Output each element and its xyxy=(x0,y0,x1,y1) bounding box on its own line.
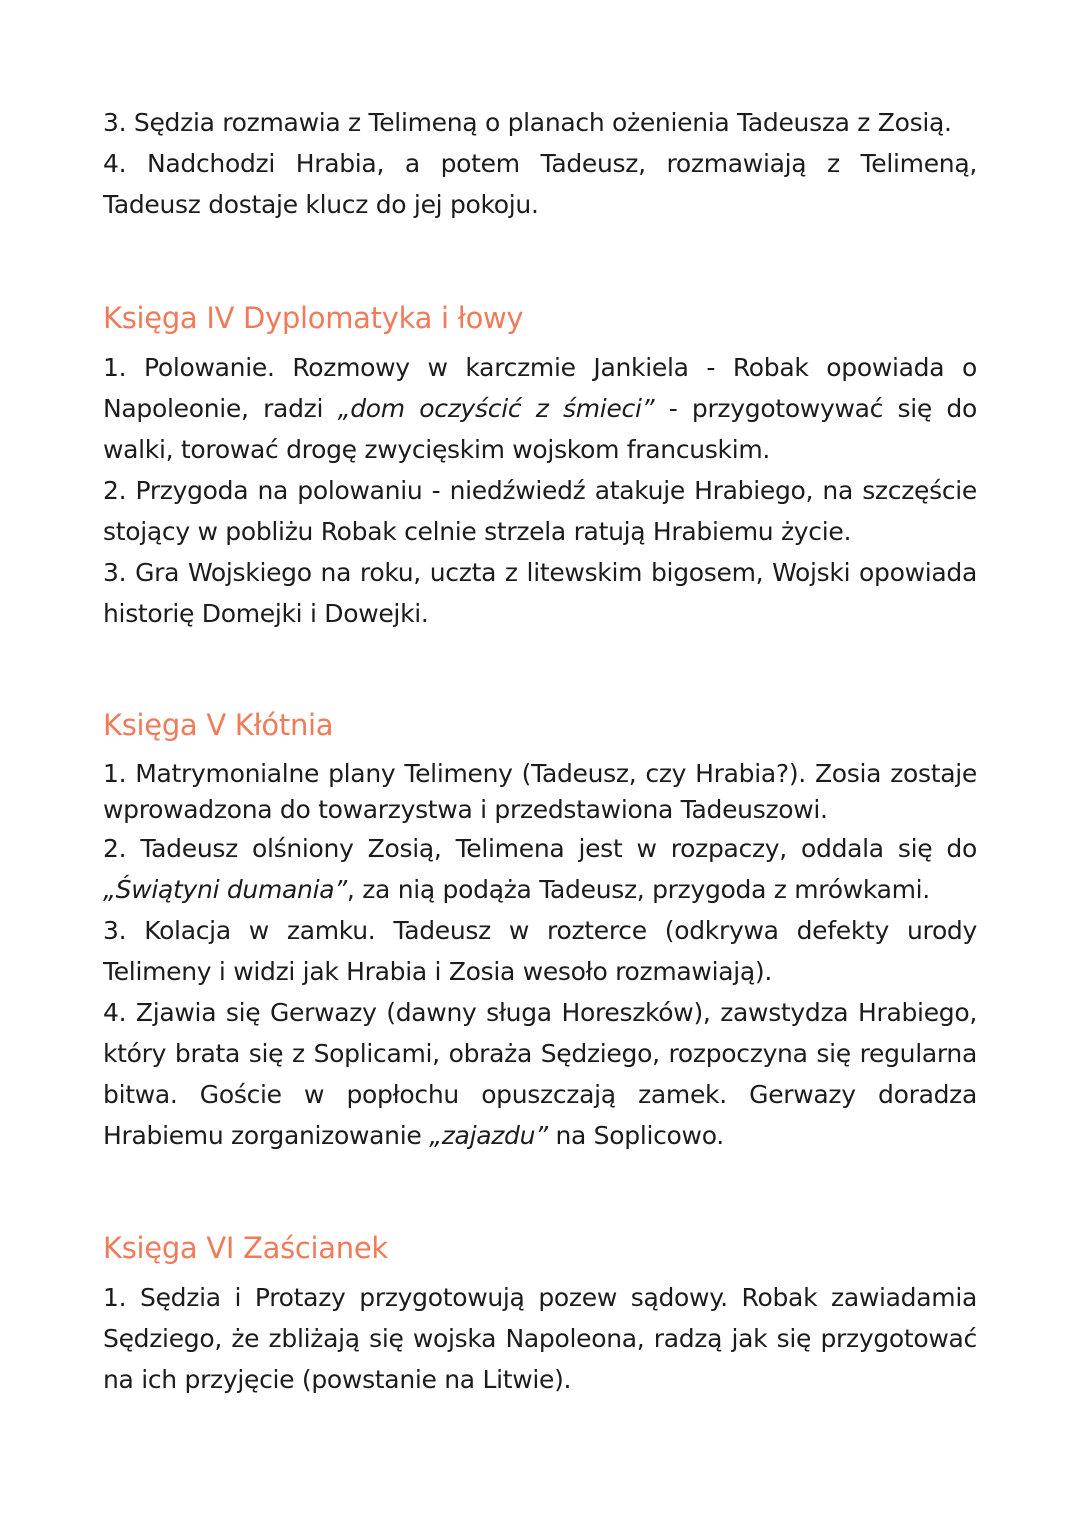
book-iv-paragraph-3: 3. Gra Wojskiego na roku, uczta z litewskim bigosem, Wojski opowiada historię Domejki i Dowejki. xyxy=(103,558,977,628)
book-iv-p1-text-b: - przygotowywać się do walki, torować drogę zwycięskim wojskom francuskim. xyxy=(103,394,977,464)
book-vi-heading: Księga VI Zaścianek xyxy=(103,1231,388,1265)
book-v-p4-text-a: 4. Zjawia się Gerwazy (dawny sługa Horeszków), zawstydza Hrabiego, który brata się z Soplicami, obraża Sędziego, rozpoczyna się regularna bitwa. Goście w popłochu opuszczają zamek. Gerwazy doradza Hrabiemu zorganizowanie xyxy=(103,998,977,1150)
book-v-paragraph-4 xyxy=(103,992,977,1156)
book-v-p4-text-b: na Soplicowo. xyxy=(547,1121,724,1150)
book-v-p2-text-a: 2. Tadeusz olśniony Zosią, Telimena jest w rozpaczy, oddala się do xyxy=(103,834,977,863)
book-v-heading: Księga V Kłótnia xyxy=(103,708,334,742)
book-iv-p1-text-a: 1. Polowanie. Rozmowy w karczmie Jankiela - Robak opowiada o Napoleonie, radzi xyxy=(103,353,977,423)
book-v-paragraph-1: 1. Matrymonialne plany Telimeny (Tadeusz, czy Hrabia?). Zosia zostaje wprowadzona do towarzystwa i przedstawiona Tadeuszowi. xyxy=(103,759,977,824)
book-iv-heading: Księga IV Dyplomatyka i łowy xyxy=(103,301,524,335)
book-iv-paragraph-1 xyxy=(103,347,977,470)
book-vi-paragraph-1: 1. Sędzia i Protazy przygotowują pozew sądowy. Robak zawiadamia Sędziego, że zbliżają się wojska Napoleona, radzą jak się przygotować na ich przyjęcie (powstanie na Litwie). xyxy=(103,1283,977,1394)
book-v-p2-text-b: , za nią podąża Tadeusz, przygoda z mrówkami. xyxy=(346,875,930,904)
book-v-p2-quote: „Świątyni dumania” xyxy=(103,875,347,904)
book-iv-p1-quote: „dom oczyścić z śmieci” xyxy=(337,394,655,423)
intro-paragraph-3: 3. Sędzia rozmawia z Telimeną o planach ożenienia Tadeusza z Zosią. xyxy=(103,108,952,137)
book-v-paragraph-3: 3. Kolacja w zamku. Tadeusz w rozterce (odkrywa defekty urody Telimeny i widzi jak Hrabia i Zosia wesoło rozmawiają). xyxy=(103,916,977,986)
book-iv-paragraph-2: 2. Przygoda na polowaniu - niedźwiedź atakuje Hrabiego, na szczęście stojący w pobliżu Robak celnie strzela ratują Hrabiemu życie. xyxy=(103,476,977,546)
book-v-paragraph-2 xyxy=(103,828,977,910)
document-content xyxy=(103,102,977,1400)
intro-paragraph-4: 4. Nadchodzi Hrabia, a potem Tadeusz, rozmawiają z Telimeną, Tadeusz dostaje klucz do jej pokoju. xyxy=(103,149,977,219)
book-v-p4-quote: „zajazdu” xyxy=(429,1121,548,1150)
